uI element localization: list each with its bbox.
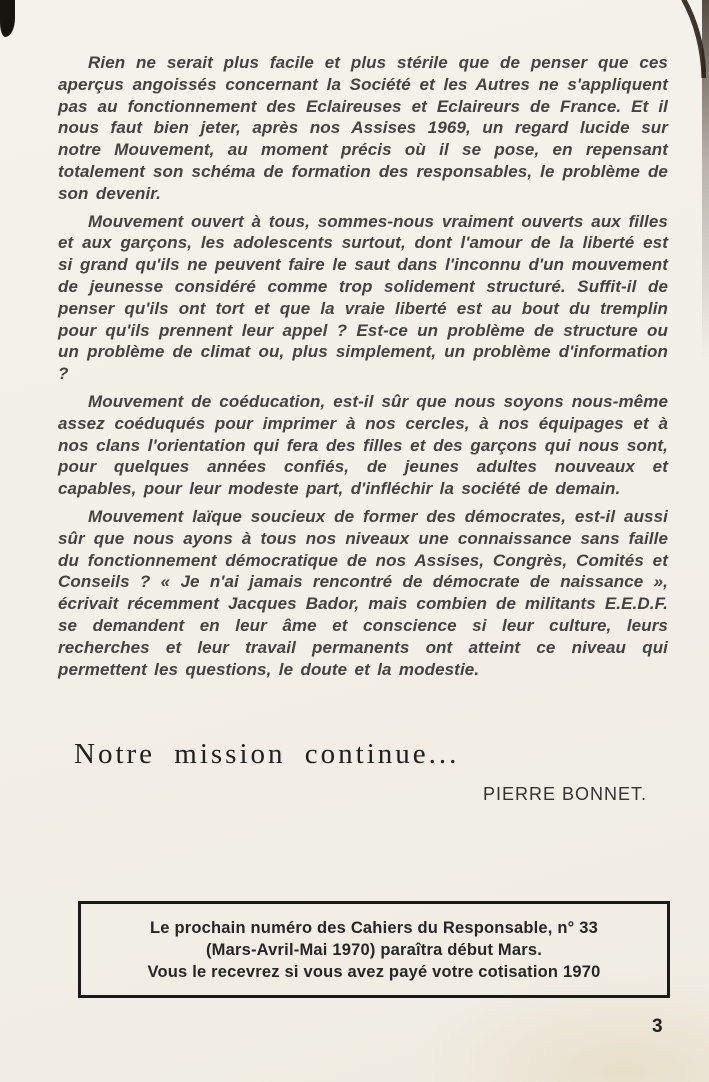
announcement-line: (Mars-Avril-Mai 1970) paraîtra début Mars. (205, 941, 543, 959)
article-body (58, 52, 668, 686)
page-number: 3 (652, 1016, 663, 1037)
announcement-box (78, 901, 670, 998)
author-signature: PIERRE BONNET. (482, 784, 647, 804)
body-paragraph: Rien ne serait plus facile et plus stérile que de penser que ces aperçus angoissés concernant la Société et les Autres ne s'appliquent pas au fonctionnement des Eclaireuses et Eclaireurs de France. Et il nous faut bien jeter, après nos Assises 1969, un regard lucide sur notre Mouvement, au moment précis où il se pose, en repensant totalement son schéma de formation des responsables, le problème de son devenir. (58, 53, 668, 203)
scan-smudge-top-left (0, 0, 15, 37)
announcement-line: Le prochain numéro des Cahiers du Responsable, n° 33 (150, 919, 598, 937)
body-paragraph: Mouvement ouvert à tous, sommes-nous vraiment ouverts aux filles et aux garçons, les adolescents surtout, dont l'amour de la liberté est si grand qu'ils ne peuvent faire le saut dans l'inconnu d'un mouvement de jeunesse considéré comme trop solidement structuré. Suffit-il de penser qu'ils ont tort et que la vraie liberté est au bout du tremplin pour qu'ils prennent leur appel ? Est-ce un problème de structure ou un problème de climat ou, plus simplement, un problème d'information ? (58, 211, 668, 384)
article-title: Notre mission continue... (74, 738, 460, 770)
body-paragraph: Mouvement de coéducation, est-il sûr que nous soyons nous-même assez coéduqués pour imprimer à nos cercles, à nos équipages et à nos clans l'orientation qui fera des filles et des garçons qui nous sont, pour quelques années confiés, de jeunes adultes nouveaux et capables, pour leur modeste part, d'infléchir la société de demain. (58, 391, 668, 499)
body-paragraph: Mouvement laïque soucieux de former des démocrates, est-il aussi sûr que nous ayons à tous nos niveaux une connaissance sans faille du fonctionnement démocratique de nos Assises, Congrès, Comités et Conseils ? « Je n'ai jamais rencontré de démocrate de naissance », écrivait récemment Jacques Bador, mais combien de militants E.E.D.F. se demandent en leur âme et conscience si leur culture, leurs recherches et leur travail permanents ont atteint ce niveau qui permettent les questions, le doute et la modestie. (58, 506, 668, 679)
announcement-line: Vous le recevrez si vous avez payé votre cotisation 1970 (147, 963, 601, 981)
page-curl-mark (680, 0, 706, 78)
